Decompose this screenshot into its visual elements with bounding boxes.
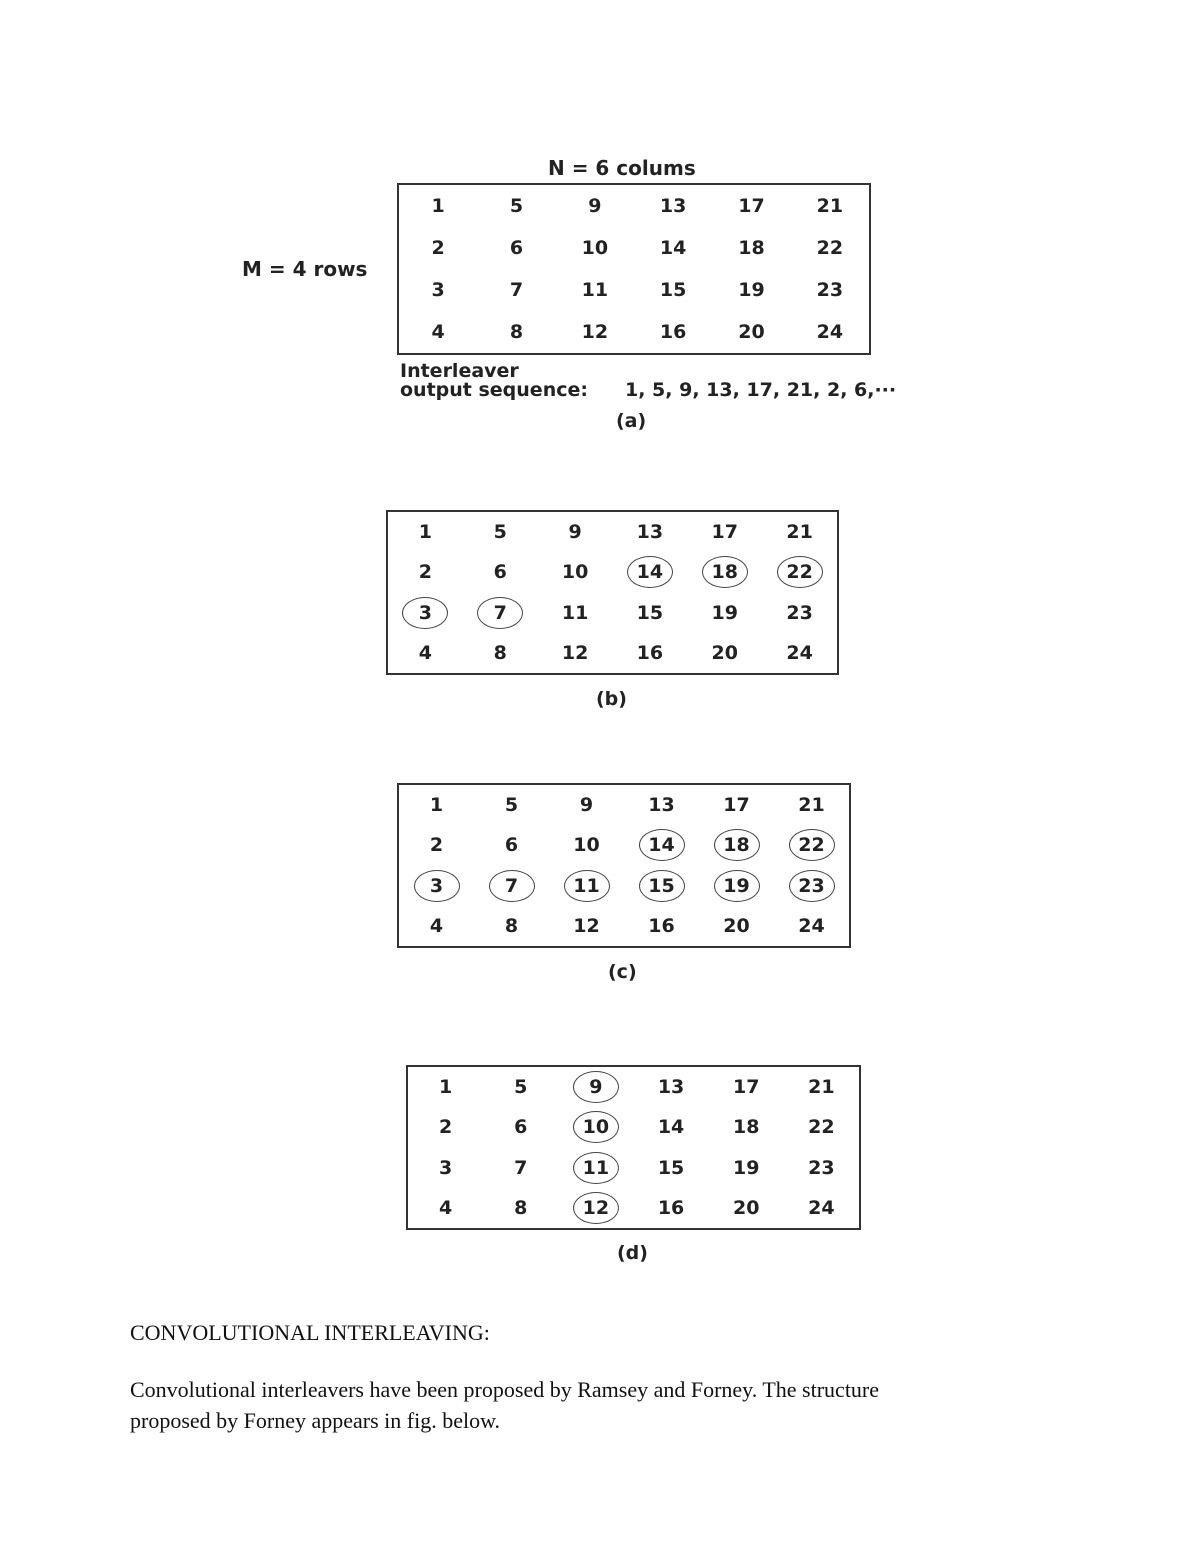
matrix-cell: 15: [636, 601, 664, 624]
section-heading: CONVOLUTIONAL INTERLEAVING:: [130, 1320, 490, 1345]
matrix-cell: 8: [493, 641, 507, 664]
matrix-cell: 16: [657, 1196, 685, 1219]
interleaver-matrix-d: [406, 1065, 861, 1230]
matrix-cell: 22: [789, 829, 835, 861]
matrix-cell: 22: [777, 556, 823, 588]
matrix-cell: 9: [579, 794, 594, 817]
matrix-cell: 9: [588, 195, 602, 217]
matrix-cell: 3: [402, 597, 448, 629]
matrix-cell: 21: [798, 794, 825, 817]
matrix-cell: 2: [418, 561, 433, 584]
matrix-cell: 19: [733, 1156, 760, 1179]
matrix-cell: 23: [786, 601, 813, 624]
matrix-cell: 13: [659, 195, 687, 217]
paragraph-line-2: proposed by Forney appears in fig. below.: [130, 1408, 501, 1433]
matrix-cell: 20: [733, 1196, 760, 1219]
matrix-cell: 8: [514, 1196, 528, 1219]
matrix-cell: 2: [429, 834, 444, 857]
matrix-cell: 12: [561, 641, 589, 664]
matrix-cell: 12: [573, 914, 600, 937]
columns-label: N = 6 colums: [548, 156, 696, 180]
matrix-cell: 6: [514, 1116, 528, 1139]
matrix-cell: 22: [816, 237, 844, 259]
matrix-cell: 10: [573, 834, 600, 857]
matrix-cell: 9: [573, 1071, 619, 1103]
matrix-cell: 20: [723, 914, 750, 937]
matrix-cell: 20: [738, 321, 765, 343]
matrix-cell: 18: [714, 829, 760, 861]
matrix-cell: 5: [493, 521, 507, 544]
matrix-cell: 6: [509, 237, 524, 259]
matrix-cell: 24: [786, 641, 813, 664]
matrix-cell: 5: [514, 1076, 528, 1099]
matrix-cell: 4: [438, 1196, 453, 1219]
matrix-cell: 1: [418, 521, 433, 544]
matrix-cell: 13: [648, 794, 675, 817]
matrix-cell: 6: [493, 561, 507, 584]
matrix-cell: 14: [659, 237, 687, 259]
matrix-cell: 6: [504, 834, 519, 857]
paragraph-line-1: Convolutional interleavers have been proposed by Ramsey and Forney. The structure: [130, 1377, 880, 1402]
matrix-cell: 15: [639, 870, 685, 902]
matrix-cell: 19: [714, 870, 760, 902]
matrix-cell: 12: [581, 321, 609, 343]
matrix-cell: 16: [636, 641, 664, 664]
rows-label: M = 4 rows: [242, 257, 368, 281]
matrix-cell: 3: [431, 279, 445, 301]
matrix-cell: 4: [431, 321, 445, 343]
matrix-cell: 24: [816, 321, 844, 343]
matrix-cell: 24: [798, 914, 825, 937]
matrix-cell: 4: [418, 641, 433, 664]
matrix-cell: 14: [657, 1116, 685, 1139]
matrix-cell: 19: [738, 279, 765, 301]
matrix-cell: 21: [808, 1076, 835, 1099]
matrix-cell: 17: [733, 1076, 760, 1099]
matrix-cell: 5: [504, 794, 519, 817]
interleaver-matrix-b: [386, 510, 839, 675]
matrix-cell: 13: [636, 521, 664, 544]
matrix-cell: 8: [509, 321, 524, 343]
matrix-cell: 7: [477, 597, 523, 629]
interleaver-label: Interleaver: [400, 360, 519, 382]
matrix-cell: 7: [489, 870, 535, 902]
matrix-cell: 10: [573, 1111, 619, 1143]
matrix-cell: 1: [438, 1076, 453, 1099]
matrix-cell: 8: [504, 914, 519, 937]
matrix-cell: 11: [564, 870, 610, 902]
interleaver-matrix-c: [397, 783, 851, 948]
matrix-cell: 23: [789, 870, 835, 902]
matrix-cell: 10: [581, 237, 609, 259]
matrix-cell: 9: [568, 521, 582, 544]
matrix-cell: 15: [657, 1156, 685, 1179]
matrix-cell: 15: [659, 279, 687, 301]
matrix-cell: 2: [431, 237, 445, 259]
matrix-cell: 5: [509, 195, 524, 217]
matrix-cell: 20: [711, 641, 738, 664]
caption-d: (d): [617, 1242, 648, 1264]
matrix-cell: 21: [786, 521, 813, 544]
output-sequence: 1, 5, 9, 13, 17, 21, 2, 6,···: [625, 379, 897, 401]
matrix-cell: 18: [733, 1116, 760, 1139]
matrix-cell: 1: [429, 794, 444, 817]
matrix-cell: 22: [808, 1116, 835, 1139]
matrix-cell: 17: [723, 794, 750, 817]
matrix-cell: 11: [573, 1152, 619, 1184]
caption-a: (a): [616, 410, 647, 432]
output-sequence-label: output sequence:: [400, 379, 588, 401]
matrix-cell: 18: [738, 237, 765, 259]
caption-c: (c): [608, 961, 637, 983]
matrix-cell: 23: [816, 279, 844, 301]
matrix-cell: 24: [808, 1196, 835, 1219]
matrix-cell: 16: [648, 914, 675, 937]
matrix-cell: 13: [657, 1076, 685, 1099]
interleaver-matrix-a: [397, 183, 871, 355]
matrix-cell: 18: [702, 556, 748, 588]
matrix-cell: 23: [808, 1156, 835, 1179]
matrix-cell: 7: [509, 279, 524, 301]
matrix-cell: 21: [816, 195, 844, 217]
matrix-cell: 2: [438, 1116, 453, 1139]
matrix-cell: 19: [711, 601, 738, 624]
matrix-cell: 4: [429, 914, 444, 937]
matrix-cell: 11: [581, 279, 609, 301]
matrix-cell: 17: [738, 195, 765, 217]
matrix-cell: 12: [573, 1192, 619, 1224]
matrix-cell: 7: [514, 1156, 528, 1179]
matrix-cell: 14: [627, 556, 673, 588]
matrix-cell: 14: [639, 829, 685, 861]
matrix-cell: 16: [659, 321, 687, 343]
matrix-cell: 1: [431, 195, 445, 217]
caption-b: (b): [596, 688, 627, 710]
matrix-cell: 3: [414, 870, 460, 902]
matrix-cell: 3: [438, 1156, 453, 1179]
matrix-cell: 10: [561, 561, 589, 584]
matrix-cell: 17: [711, 521, 738, 544]
matrix-cell: 11: [561, 601, 589, 624]
